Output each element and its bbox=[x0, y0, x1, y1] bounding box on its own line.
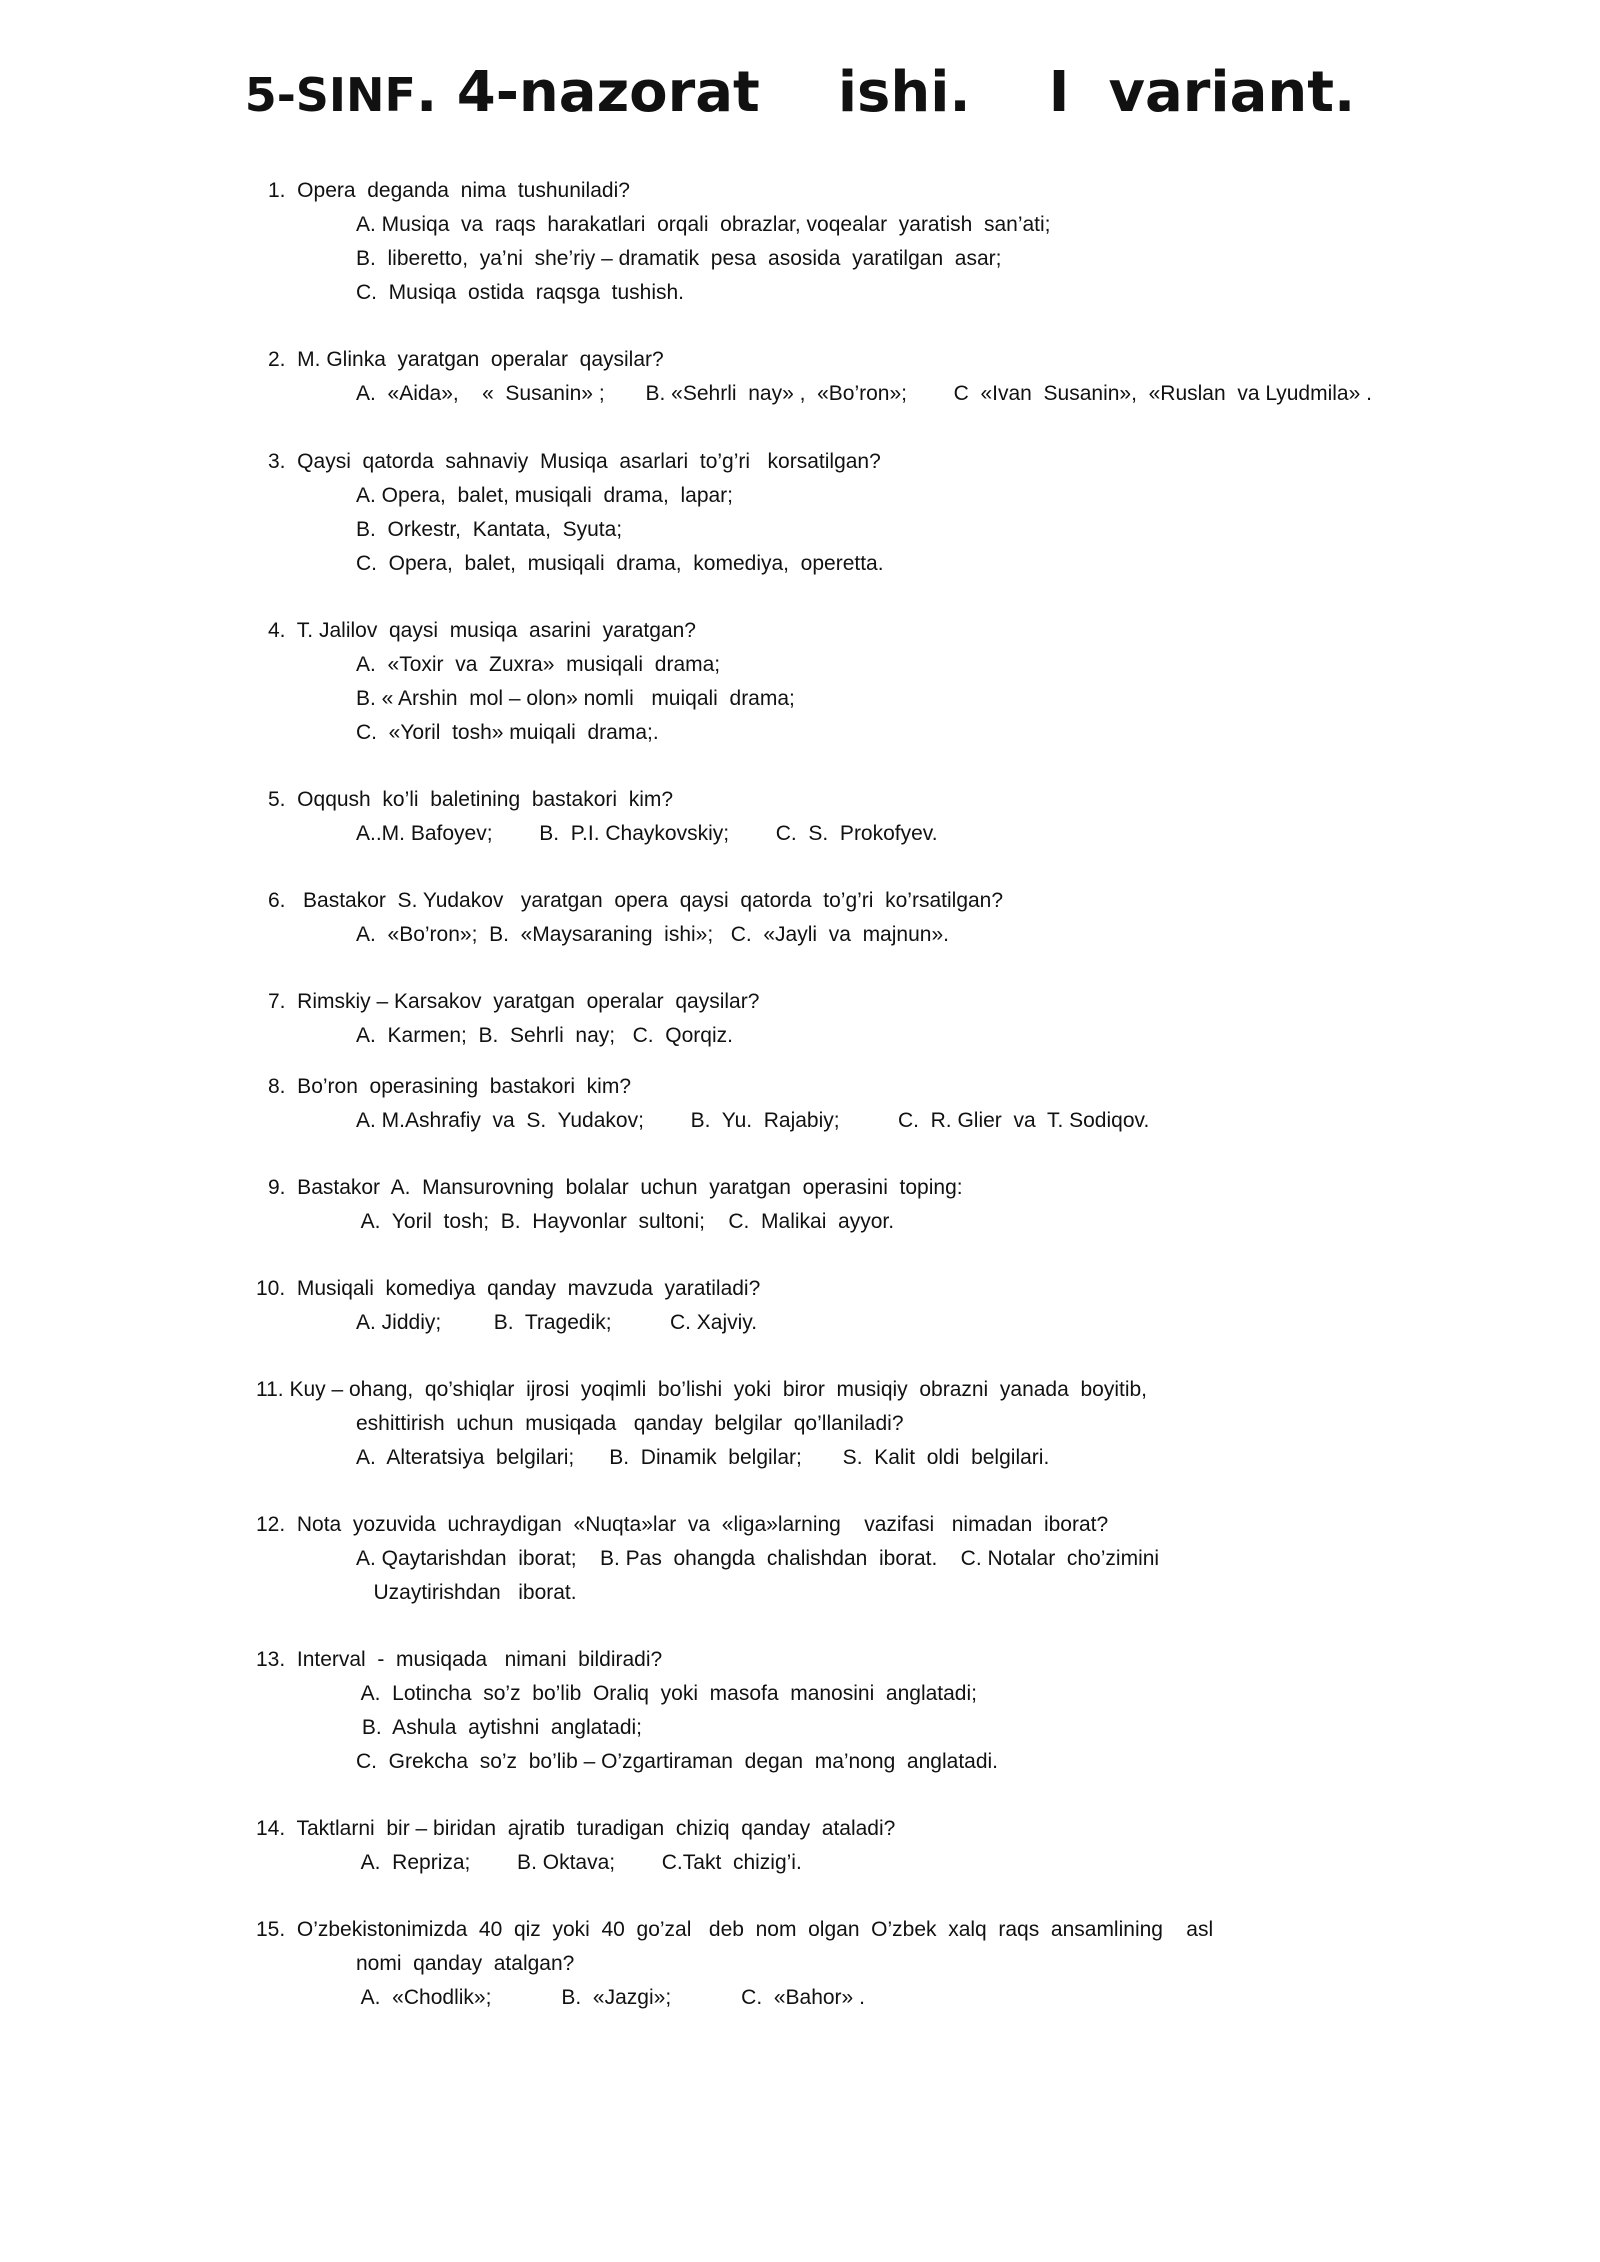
question-4-option-a: A. «Toxir va Zuxra» musiqali drama; bbox=[356, 653, 721, 676]
question-5-options: A..M. Bafoyev; B. P.I. Chaykovskiy; C. S. Prokofyev. bbox=[356, 822, 938, 845]
question-3-option-b: B. Orkestr, Kantata, Syuta; bbox=[356, 518, 623, 541]
question-7: 7. Rimskiy – Karsakov yaratgan operalar qaysilar? bbox=[268, 990, 760, 1013]
question-6-options: A. «Bo’ron»; B. «Maysaraning ishi»; C. «Jayli va majnun». bbox=[356, 923, 949, 946]
question-14-options: A. Repriza; B. Oktava; C.Takt chizig’i. bbox=[356, 1851, 802, 1874]
title-rest: . 4-nazorat ishi. I variant. bbox=[415, 60, 1356, 125]
question-15: 15. O’zbekistonimizda 40 qiz yoki 40 go’zal deb nom olgan O’zbek xalq raqs ansamlining asl bbox=[256, 1918, 1214, 1941]
question-1-option-b: B. liberetto, ya’ni she’riy – dramatik pesa asosida yaratilgan asar; bbox=[356, 247, 1002, 270]
question-12-options-continuation: Uzaytirishdan iborat. bbox=[356, 1581, 577, 1604]
question-10: 10. Musiqali komediya qanday mavzuda yaratiladi? bbox=[256, 1277, 761, 1300]
question-4-option-b: B. « Arshin mol – olon» nomli muiqali drama; bbox=[356, 687, 795, 710]
question-11-continuation: eshittirish uchun musiqada qanday belgilar qo’llaniladi? bbox=[356, 1412, 904, 1435]
question-12-options: A. Qaytarishdan iborat; B. Pas ohangda chalishdan iborat. C. Notalar cho’zimini bbox=[356, 1547, 1160, 1570]
question-9-options: A. Yoril tosh; B. Hayvonlar sultoni; C. Malikai ayyor. bbox=[356, 1210, 895, 1233]
question-13-option-b: B. Ashula aytishni anglatadi; bbox=[356, 1716, 643, 1739]
question-1-option-a: A. Musiqa va raqs harakatlari orqali obrazlar, voqealar yaratish san’ati; bbox=[356, 213, 1051, 236]
question-2-options: A. «Aida», « Susanin» ; B. «Sehrli nay» , «Bo’ron»; C «Ivan Susanin», «Ruslan va Lyudmila» . bbox=[356, 382, 1372, 405]
question-6: 6. Bastakor S. Yudakov yaratgan opera qaysi qatorda to’g’ri ko’rsatilgan? bbox=[268, 889, 1004, 912]
question-10-options: A. Jiddiy; B. Tragedik; C. Xajviy. bbox=[356, 1311, 758, 1334]
question-2: 2. M. Glinka yaratgan operalar qaysilar? bbox=[268, 348, 664, 371]
question-4: 4. T. Jalilov qaysi musiqa asarini yaratgan? bbox=[268, 619, 696, 642]
question-13-option-a: A. Lotincha so’z bo’lib Oraliq yoki masofa manosini anglatadi; bbox=[356, 1682, 977, 1705]
question-3-option-a: A. Opera, balet, musiqali drama, lapar; bbox=[356, 484, 734, 507]
question-13: 13. Interval - musiqada nimani bildiradi? bbox=[256, 1648, 663, 1671]
question-3-option-c: C. Opera, balet, musiqali drama, komediya, operetta. bbox=[356, 552, 884, 575]
question-15-options: A. «Chodlik»; B. «Jazgi»; C. «Bahor» . bbox=[356, 1986, 865, 2009]
question-1: 1. Opera deganda nima tushuniladi? bbox=[268, 179, 630, 202]
question-7-options: A. Karmen; B. Sehrli nay; C. Qorqiz. bbox=[356, 1024, 733, 1047]
question-8-options: A. M.Ashrafiy va S. Yudakov; B. Yu. Rajabiy; C. R. Glier va T. Sodiqov. bbox=[356, 1109, 1150, 1132]
page-title bbox=[0, 60, 1600, 125]
question-3: 3. Qaysi qatorda sahnaviy Musiqa asarlari to’g’ri korsatilgan? bbox=[268, 450, 881, 473]
question-13-option-c: C. Grekcha so’z bo’lib – O’zgartiraman degan ma’nong anglatadi. bbox=[356, 1750, 999, 1773]
question-4-option-c: C. «Yoril tosh» muiqali drama;. bbox=[356, 721, 659, 744]
question-11: 11. Kuy – ohang, qo’shiqlar ijrosi yoqimli bo’lishi yoki biror musiqiy obrazni yanada boyitib, bbox=[256, 1378, 1147, 1401]
question-9: 9. Bastakor A. Mansurovning bolalar uchun yaratgan operasini toping: bbox=[268, 1176, 963, 1199]
question-5: 5. Oqqush ko’li baletining bastakori kim? bbox=[268, 788, 674, 811]
question-11-options: A. Alteratsiya belgilari; B. Dinamik belgilar; S. Kalit oldi belgilari. bbox=[356, 1446, 1050, 1469]
question-8: 8. Bo’ron operasining bastakori kim? bbox=[268, 1075, 632, 1098]
question-14: 14. Taktlarni bir – biridan ajratib turadigan chiziq qanday ataladi? bbox=[256, 1817, 896, 1840]
question-1-option-c: C. Musiqa ostida raqsga tushish. bbox=[356, 281, 684, 304]
title-grade: 5-SINF bbox=[244, 68, 416, 122]
question-12: 12. Nota yozuvida uchraydigan «Nuqta»lar va «liga»larning vazifasi nimadan iborat? bbox=[256, 1513, 1109, 1536]
question-15-continuation: nomi qanday atalgan? bbox=[356, 1952, 575, 1975]
